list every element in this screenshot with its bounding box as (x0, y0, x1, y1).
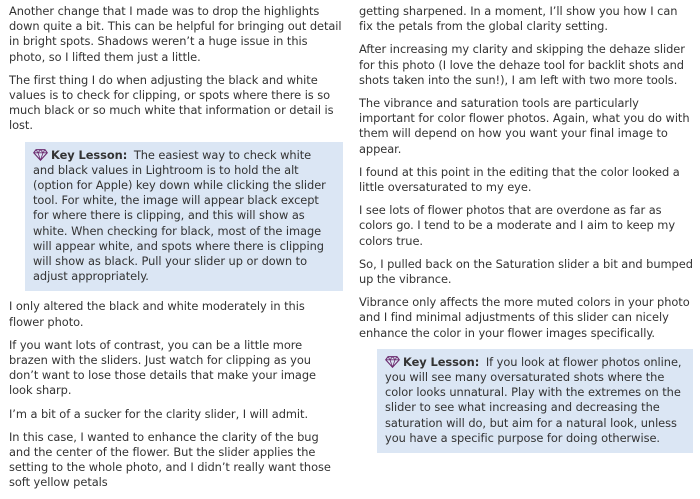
paragraph-highlights: Another change that I made was to drop the highlights down quite a bit. This can be helpful for bringing out detail in bright spots. Shadows weren’t a huge issue in this photo, so I lifted them just a little. (9, 4, 342, 64)
paragraph-oversaturated: I found at this point in the editing that the color looked a little oversaturated to my eye. (359, 164, 680, 195)
paragraph-pulled-back: So, I pulled back on the Saturation slider a bit and bumped up the vibrance. (359, 256, 693, 287)
key-lesson-box-saturation (377, 349, 693, 453)
paragraph-clarity-bug: In this case, I wanted to enhance the clarity of the bug and the center of the flower. But the slider applies the setting to the whole photo, and I didn’t really want those soft yellow petals (9, 429, 331, 490)
paragraph-contrast: If you want lots of contrast, you can be a little more brazen with the sliders. Just watch for clipping as you don’t want to lose those details that make your image look sharp. (9, 337, 316, 398)
paragraph-clarity-admit: I’m a bit of a sucker for the clarity slider, I will admit. (9, 406, 309, 421)
key-lesson-title: Key Lesson: (51, 147, 128, 162)
paragraph-vibrance-muted: Vibrance only affects the more muted colors in your photo and I find minimal adjustments of this slider can nicely enhance the color in your flower images specifically. (359, 295, 690, 340)
paragraph-sharpened: getting sharpened. In a moment, I’ll show you how I can fix the petals from the global clarity setting. (359, 4, 678, 34)
left-column (9, 4, 343, 499)
diamond-icon (385, 356, 400, 368)
diamond-icon (33, 149, 48, 161)
paragraph-clipping-intro: The first thing I do when adjusting the black and white values is to check for clipping, or spots where there is so much black or so much white that information or detail is lost. (9, 72, 334, 133)
paragraph-dehaze: After increasing my clarity and skipping the dehaze slider for this photo (I love the dehaze tool for backlit shots and shots taken into the sun!), I am left with two more tools. (359, 42, 685, 87)
key-lesson-text: The easiest way to check white and black values in Lightroom is to hold the alt (option for Apple) key down while clicking the slider tool. For white, the image will appear black except for where there is clipping, and this will show as white. When checking for black, most of the image will appear white, and spots where there is clipping will show as black. Pull your slider up or down to adjust appropriately. (33, 147, 326, 284)
paragraph-black-white: I only altered the black and white moderately in this flower photo. (9, 299, 305, 329)
key-lesson-box-clipping (25, 142, 343, 292)
key-lesson-text: If you look at flower photos online, you will see many oversaturated shots where the color looks unnatural. Play with the extremes on the slider to see what increasing and decreasing the saturation will do, but aim for a natural look, unless you have a specific purpose for doing otherwise. (385, 354, 682, 445)
right-column (359, 4, 693, 461)
paragraph-vibrance-saturation: The vibrance and saturation tools are particularly important for color flower photos. Again, what you do with them will depend on how you want your final image to appear. (359, 96, 690, 156)
paragraph-overdone: I see lots of flower photos that are overdone as far as colors go. I tend to be a moderate and I aim to keep my colors true. (359, 203, 676, 248)
key-lesson-title: Key Lesson: (403, 354, 480, 369)
